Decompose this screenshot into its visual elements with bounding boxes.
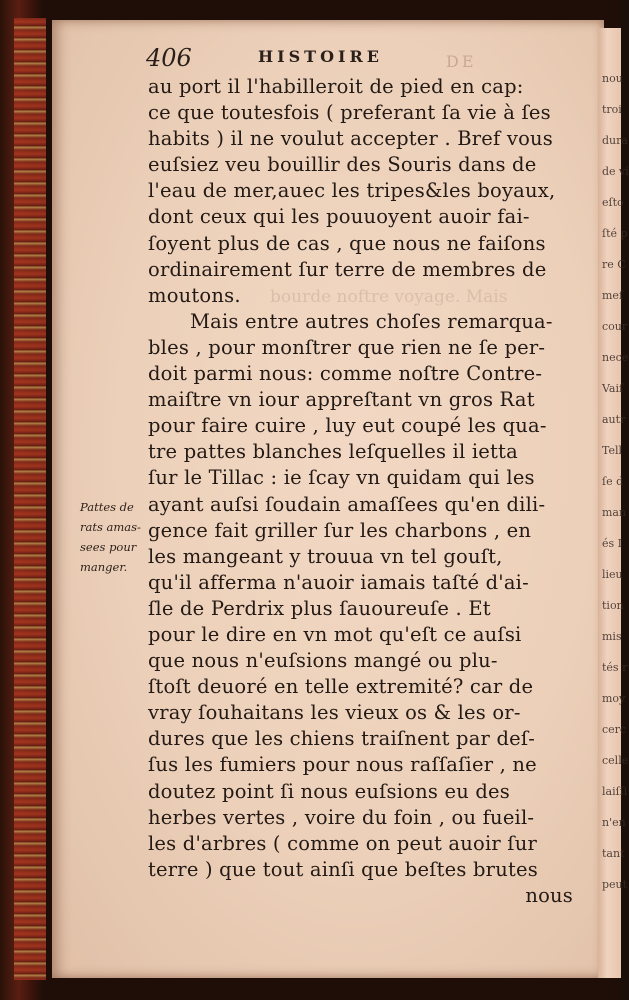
text-line: tre pattes blanches leſquelles il ietta <box>148 440 518 464</box>
text-line: ſtoſt deuoré en telle extremité? car de <box>148 675 534 699</box>
next-page-fragment: autr <box>602 413 626 426</box>
text-line: nous <box>525 883 573 907</box>
page-header <box>146 44 566 74</box>
next-page-fragment: de vi <box>602 165 629 178</box>
text-line: ſle de Perdrix plus ſauoureuſe . Et <box>148 596 491 620</box>
next-page-fragment: eſto <box>602 196 624 209</box>
next-page-fragment: n'en <box>602 816 626 829</box>
show-through-line: bourde noftre voyage. Mais <box>270 287 508 307</box>
text-line: ſoyent plus de cas , que nous ne faiſons <box>148 231 546 255</box>
text-line: gence fait griller ſur les charbons , en <box>148 518 532 542</box>
next-page-fragment: moy <box>602 692 626 705</box>
next-page-fragment: tés r <box>602 661 628 674</box>
text-line: l'eau de mer,auec les tripes&les boyaux, <box>148 179 556 203</box>
text-line: terre ) que tout ainſi que beſtes brutes <box>148 857 538 881</box>
page-number: 406 <box>146 44 192 72</box>
text-line: ſur le Tillac : ie ſcay vn quidam qui les <box>148 466 535 490</box>
running-title: HISTOIRE <box>258 47 383 66</box>
text-line: pour le dire en vn mot qu'eſt ce auſsi <box>148 622 522 646</box>
text-line: habits ) il ne voulut accepter . Bref vous <box>148 127 553 151</box>
text-line: doutez point ſi nous euſsions eu des <box>148 779 510 803</box>
next-page-fragment: mis <box>602 630 622 643</box>
next-page-fragment: re C <box>602 258 626 271</box>
next-page-fragment: nou <box>602 72 623 85</box>
next-page-fragment: dura <box>602 134 628 147</box>
next-page-fragment: cerc <box>602 723 627 736</box>
next-page-fragment: peut <box>602 878 628 891</box>
next-page-fragment: meſ <box>602 289 624 302</box>
text-line: herbes vertes , voire du foin , ou fueil- <box>148 805 535 829</box>
next-page-fragment: lieu <box>602 568 623 581</box>
next-page-fragment: Tell <box>602 444 623 457</box>
text-line: Mais entre autres choſes remarqua- <box>190 309 553 333</box>
margin-note-line: rats amas- <box>80 520 141 534</box>
next-page-fragment: ſté p <box>602 227 628 240</box>
text-line: ce que toutesfois ( preferant ſa vie à ſes <box>148 101 551 125</box>
text-line: bles , pour monſtrer que rien ne ſe per- <box>148 335 546 359</box>
next-page-fragment: troi <box>602 103 622 116</box>
body-text <box>148 74 573 909</box>
text-line: euſsiez veu bouillir des Souris dans de <box>148 153 537 177</box>
next-page-fragment: nece <box>602 351 629 364</box>
next-page-fragment: tion <box>602 599 624 612</box>
margin-note <box>80 497 156 577</box>
text-line: ayant auſsi ſoudain amaſſees qu'en dili- <box>148 492 546 516</box>
text-line: vray ſouhaitans les vieux os & les or- <box>148 701 521 725</box>
text-line: les mangeant y trouua vn tel gouſt, <box>148 544 503 568</box>
text-line: ordinairement ſur terre de membres de <box>148 257 547 281</box>
text-line: qu'il afferma n'auoir iamais taſté d'ai- <box>148 570 529 594</box>
margin-note-line: manger. <box>80 560 128 574</box>
text-line: dont ceux qui les pouuoyent auoir fai- <box>148 205 530 229</box>
text-line: dures que les chiens traiſnent par deſ- <box>148 727 536 751</box>
text-line: au port il l'habilleroit de pied en cap: <box>148 75 524 98</box>
next-page-fragment: ſe d <box>602 475 624 488</box>
text-line: moutons. <box>148 283 241 307</box>
text-line: ſus les fumiers pour nous raſſaſier , ne <box>148 753 537 777</box>
next-page-fragment: cour <box>602 320 628 333</box>
margin-note-line: Pattes de <box>80 500 134 514</box>
show-through-title: DE <box>446 52 477 71</box>
next-page-fragment: man <box>602 506 627 519</box>
gilded-edge <box>14 18 46 980</box>
text-line: pour faire cuire , luy eut coupé les qua- <box>148 414 547 438</box>
next-page-fragment: laiſſi <box>602 785 628 798</box>
next-page-fragment: tant <box>602 847 625 860</box>
text-line: que nous n'euſsions mangé ou plu- <box>148 649 498 673</box>
next-page-fragment: és I <box>602 537 622 550</box>
next-page-edge <box>598 28 629 978</box>
margin-note-line: sees pour <box>80 540 137 554</box>
text-line: maiſtre vn iour appreſtant vn gros Rat <box>148 388 535 412</box>
text-line: doit parmi nous: comme noſtre Contre- <box>148 362 543 386</box>
text-line: les d'arbres ( comme on peut auoir ſur <box>148 831 538 855</box>
next-page-fragment: celle <box>602 754 629 767</box>
next-page-fragment: Vaiſ <box>602 382 624 395</box>
